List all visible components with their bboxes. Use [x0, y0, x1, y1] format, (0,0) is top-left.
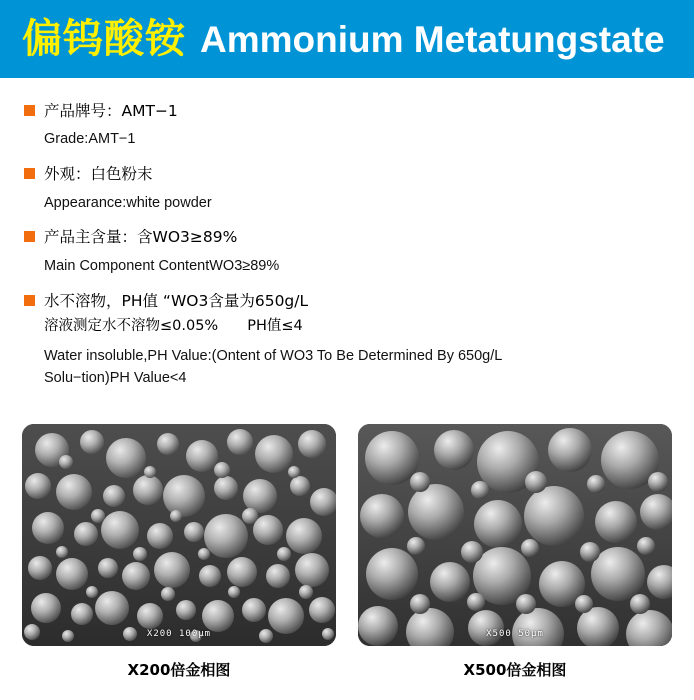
spec-sublabel-chinese: 溶液测定水不溶物≤0.05% PH值≤4 [44, 318, 303, 335]
spec-item-water-insoluble [24, 290, 694, 390]
square-bullet-icon [24, 231, 35, 242]
spec-row [24, 226, 694, 248]
spec-row [24, 100, 694, 122]
figure-caption-x500: X500倍金相图 [463, 661, 567, 679]
figure-group [0, 424, 694, 700]
header-title-chinese: 偏钨酸铵 [22, 16, 186, 62]
figure-caption-x200: X200倍金相图 [127, 661, 231, 679]
spec-row [24, 290, 694, 312]
header-title-english: Ammonium Metatungstate [200, 18, 665, 60]
spec-label-english: Grade:AMT−1 [44, 131, 136, 148]
scale-bar-label: X500 50μm [486, 629, 544, 639]
specification-list [0, 78, 694, 390]
figure-x500 [358, 424, 672, 680]
spec-label-chinese: 产品牌号：AMT−1 [44, 102, 178, 120]
square-bullet-icon [24, 168, 35, 179]
spec-item-grade [24, 100, 694, 151]
micrograph-image-x500 [358, 424, 672, 646]
spec-label-english: Appearance:white powder [44, 194, 212, 211]
figure-x200 [22, 424, 336, 680]
spec-label-chinese: 产品主含量：含WO3≥89% [44, 228, 238, 247]
spec-item-main-content [24, 226, 694, 277]
micrograph-graphic [22, 424, 336, 646]
spec-label-english: Water insoluble,PH Value:(Ontent of WO3 To Be Determined By 650g/L Solu−tion)PH Value<4 [44, 348, 502, 386]
spec-row [24, 163, 694, 185]
micrograph-graphic [358, 424, 672, 646]
page-header [0, 0, 694, 78]
spec-item-appearance [24, 163, 694, 214]
spec-label-chinese: 外观：白色粉末 [44, 165, 153, 184]
micrograph-image-x200 [22, 424, 336, 646]
square-bullet-icon [24, 105, 35, 116]
spec-label-chinese: 水不溶物，PH值 “WO3含量为650g/L [44, 291, 309, 310]
square-bullet-icon [24, 295, 35, 306]
scale-bar-label: X200 100μm [146, 629, 212, 639]
spec-label-english: Main Component ContentWO3≥89% [44, 257, 280, 274]
